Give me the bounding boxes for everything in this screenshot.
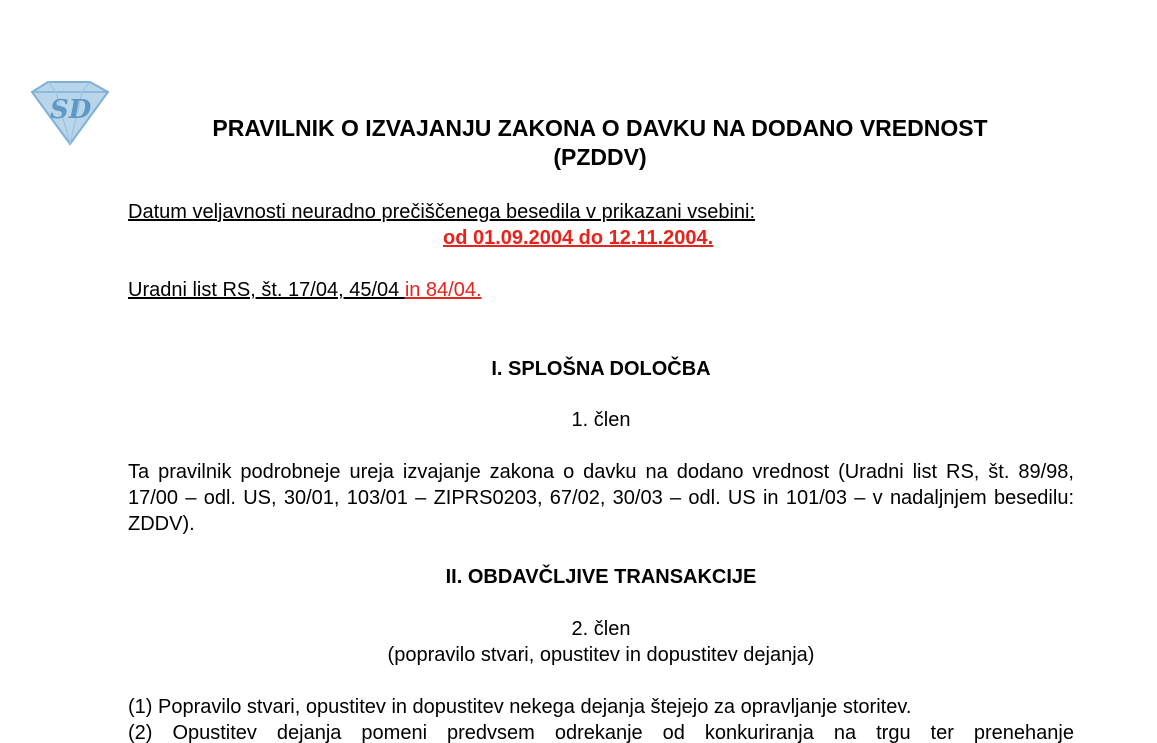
validity-range bbox=[443, 225, 713, 251]
article-1-body: Ta pravilnik podrobneje ureja izvajanje zakona o davku na dodano vrednost (Uradni list RS, št. 89/98, 17/00 – odl. US, 30/01, 103/01 – ZIPRS0203, 67/02, 30/03 – odl. US in 101/03 – v nadaljnjem besedilu: ZDDV). bbox=[128, 461, 1074, 535]
section-2-heading: II. OBDAVČLJIVE TRANSAKCIJE bbox=[445, 566, 757, 588]
logo-text: SD bbox=[50, 95, 92, 125]
gazette-highlight: in 84/04. bbox=[404, 279, 482, 301]
article-1-title: 1. člen bbox=[571, 409, 631, 431]
section-1-heading: I. SPLOŠNA DOLOČBA bbox=[491, 358, 711, 380]
document-title bbox=[130, 114, 1070, 172]
diamond-sd-logo-icon bbox=[26, 78, 112, 150]
validity-label: Datum veljavnosti neuradno prečiščenega besedila v prikazani vsebini: bbox=[128, 201, 756, 223]
article-2-title: 2. člen bbox=[571, 618, 631, 640]
article-2-subtitle: (popravilo stvari, opustitev in dopustitev dejanja) bbox=[387, 644, 815, 666]
title-line-2: (PZDDV) bbox=[553, 144, 647, 170]
gazette-text: Uradni list RS, št. 17/04, 45/04 bbox=[128, 279, 405, 301]
title-line-1: PRAVILNIK O IZVAJANJU ZAKONA O DAVKU NA DODANO VREDNOST bbox=[212, 115, 988, 141]
validity-range-text: od 01.09.2004 do 12.11.2004. bbox=[443, 227, 714, 249]
article-2-paragraph-2: (2) Opustitev dejanja pomeni predvsem odrekanje od konkuriranja na trgu ter prenehanje bbox=[128, 722, 1074, 743]
article-2-paragraph-1: (1) Popravilo stvari, opustitev in dopustitev nekega dejanja štejejo za opravljanje storitev. bbox=[128, 696, 912, 718]
gazette-reference bbox=[128, 277, 1074, 303]
